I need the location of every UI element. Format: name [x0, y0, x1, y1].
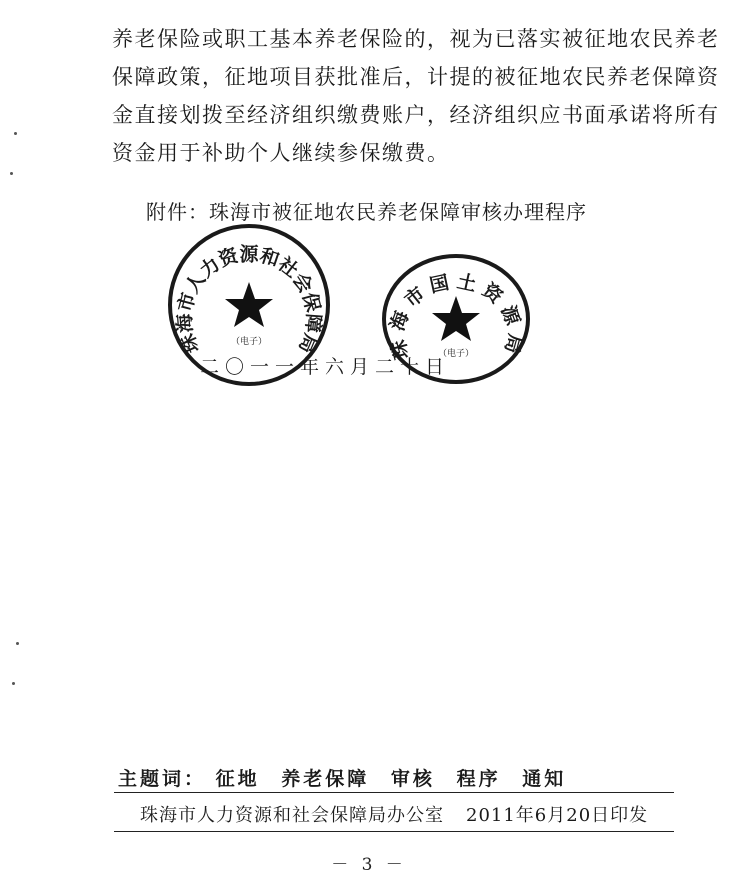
- page-number: － 3 －: [331, 855, 407, 875]
- keyword: 审核: [390, 768, 435, 790]
- scan-speck: [16, 642, 19, 645]
- keyword: 征地: [215, 768, 260, 790]
- keywords-label: 主题词：: [118, 768, 207, 790]
- body-line: 金直接划拨至经济组织缴费账户，经济组织应书面承诺将所有: [112, 103, 720, 127]
- star-icon: [432, 296, 480, 341]
- signature-date: 二〇一一年六月二十日: [200, 356, 451, 378]
- keyword: 养老保障: [281, 768, 370, 790]
- seal-inner-label: （电子）: [437, 349, 475, 359]
- scan-speck: [14, 132, 17, 135]
- seal-land-bureau-graphic: [380, 252, 532, 386]
- divider-top: [114, 792, 674, 793]
- subject-keywords: [118, 764, 678, 791]
- keyword: 程序: [456, 768, 501, 790]
- seal-text: 珠海市国土资源局: [385, 270, 527, 362]
- keyword: 通知: [522, 768, 567, 790]
- seal-hr-bureau-graphic: [166, 222, 332, 388]
- body-paragraph: [112, 20, 720, 172]
- seal-inner-label: （电子）: [230, 337, 268, 347]
- issuer-line: [140, 801, 648, 827]
- official-seal-land-bureau: [380, 252, 532, 386]
- scan-speck: [12, 682, 15, 685]
- issuer-office: 珠海市人力资源和社会保障局办公室: [140, 805, 444, 826]
- body-line: 养老保险或职工基本养老保险的，视为已落实被征地农民养老: [112, 27, 720, 51]
- body-line: 资金用于补助个人继续参保缴费。: [112, 141, 450, 165]
- divider-bottom: [114, 831, 674, 832]
- seal-text: 珠海市人力资源和社会保障局: [173, 243, 325, 357]
- body-line: 保障政策，征地项目获批准后，计提的被征地农民养老保障资: [112, 65, 720, 89]
- star-icon: [225, 282, 273, 327]
- attachment-line: 附件：珠海市被征地农民养老保障审核办理程序: [146, 200, 587, 224]
- issue-date: 2011年6月20日印发: [466, 805, 649, 826]
- official-seal-hr-bureau: [166, 222, 332, 388]
- scan-speck: [10, 172, 13, 175]
